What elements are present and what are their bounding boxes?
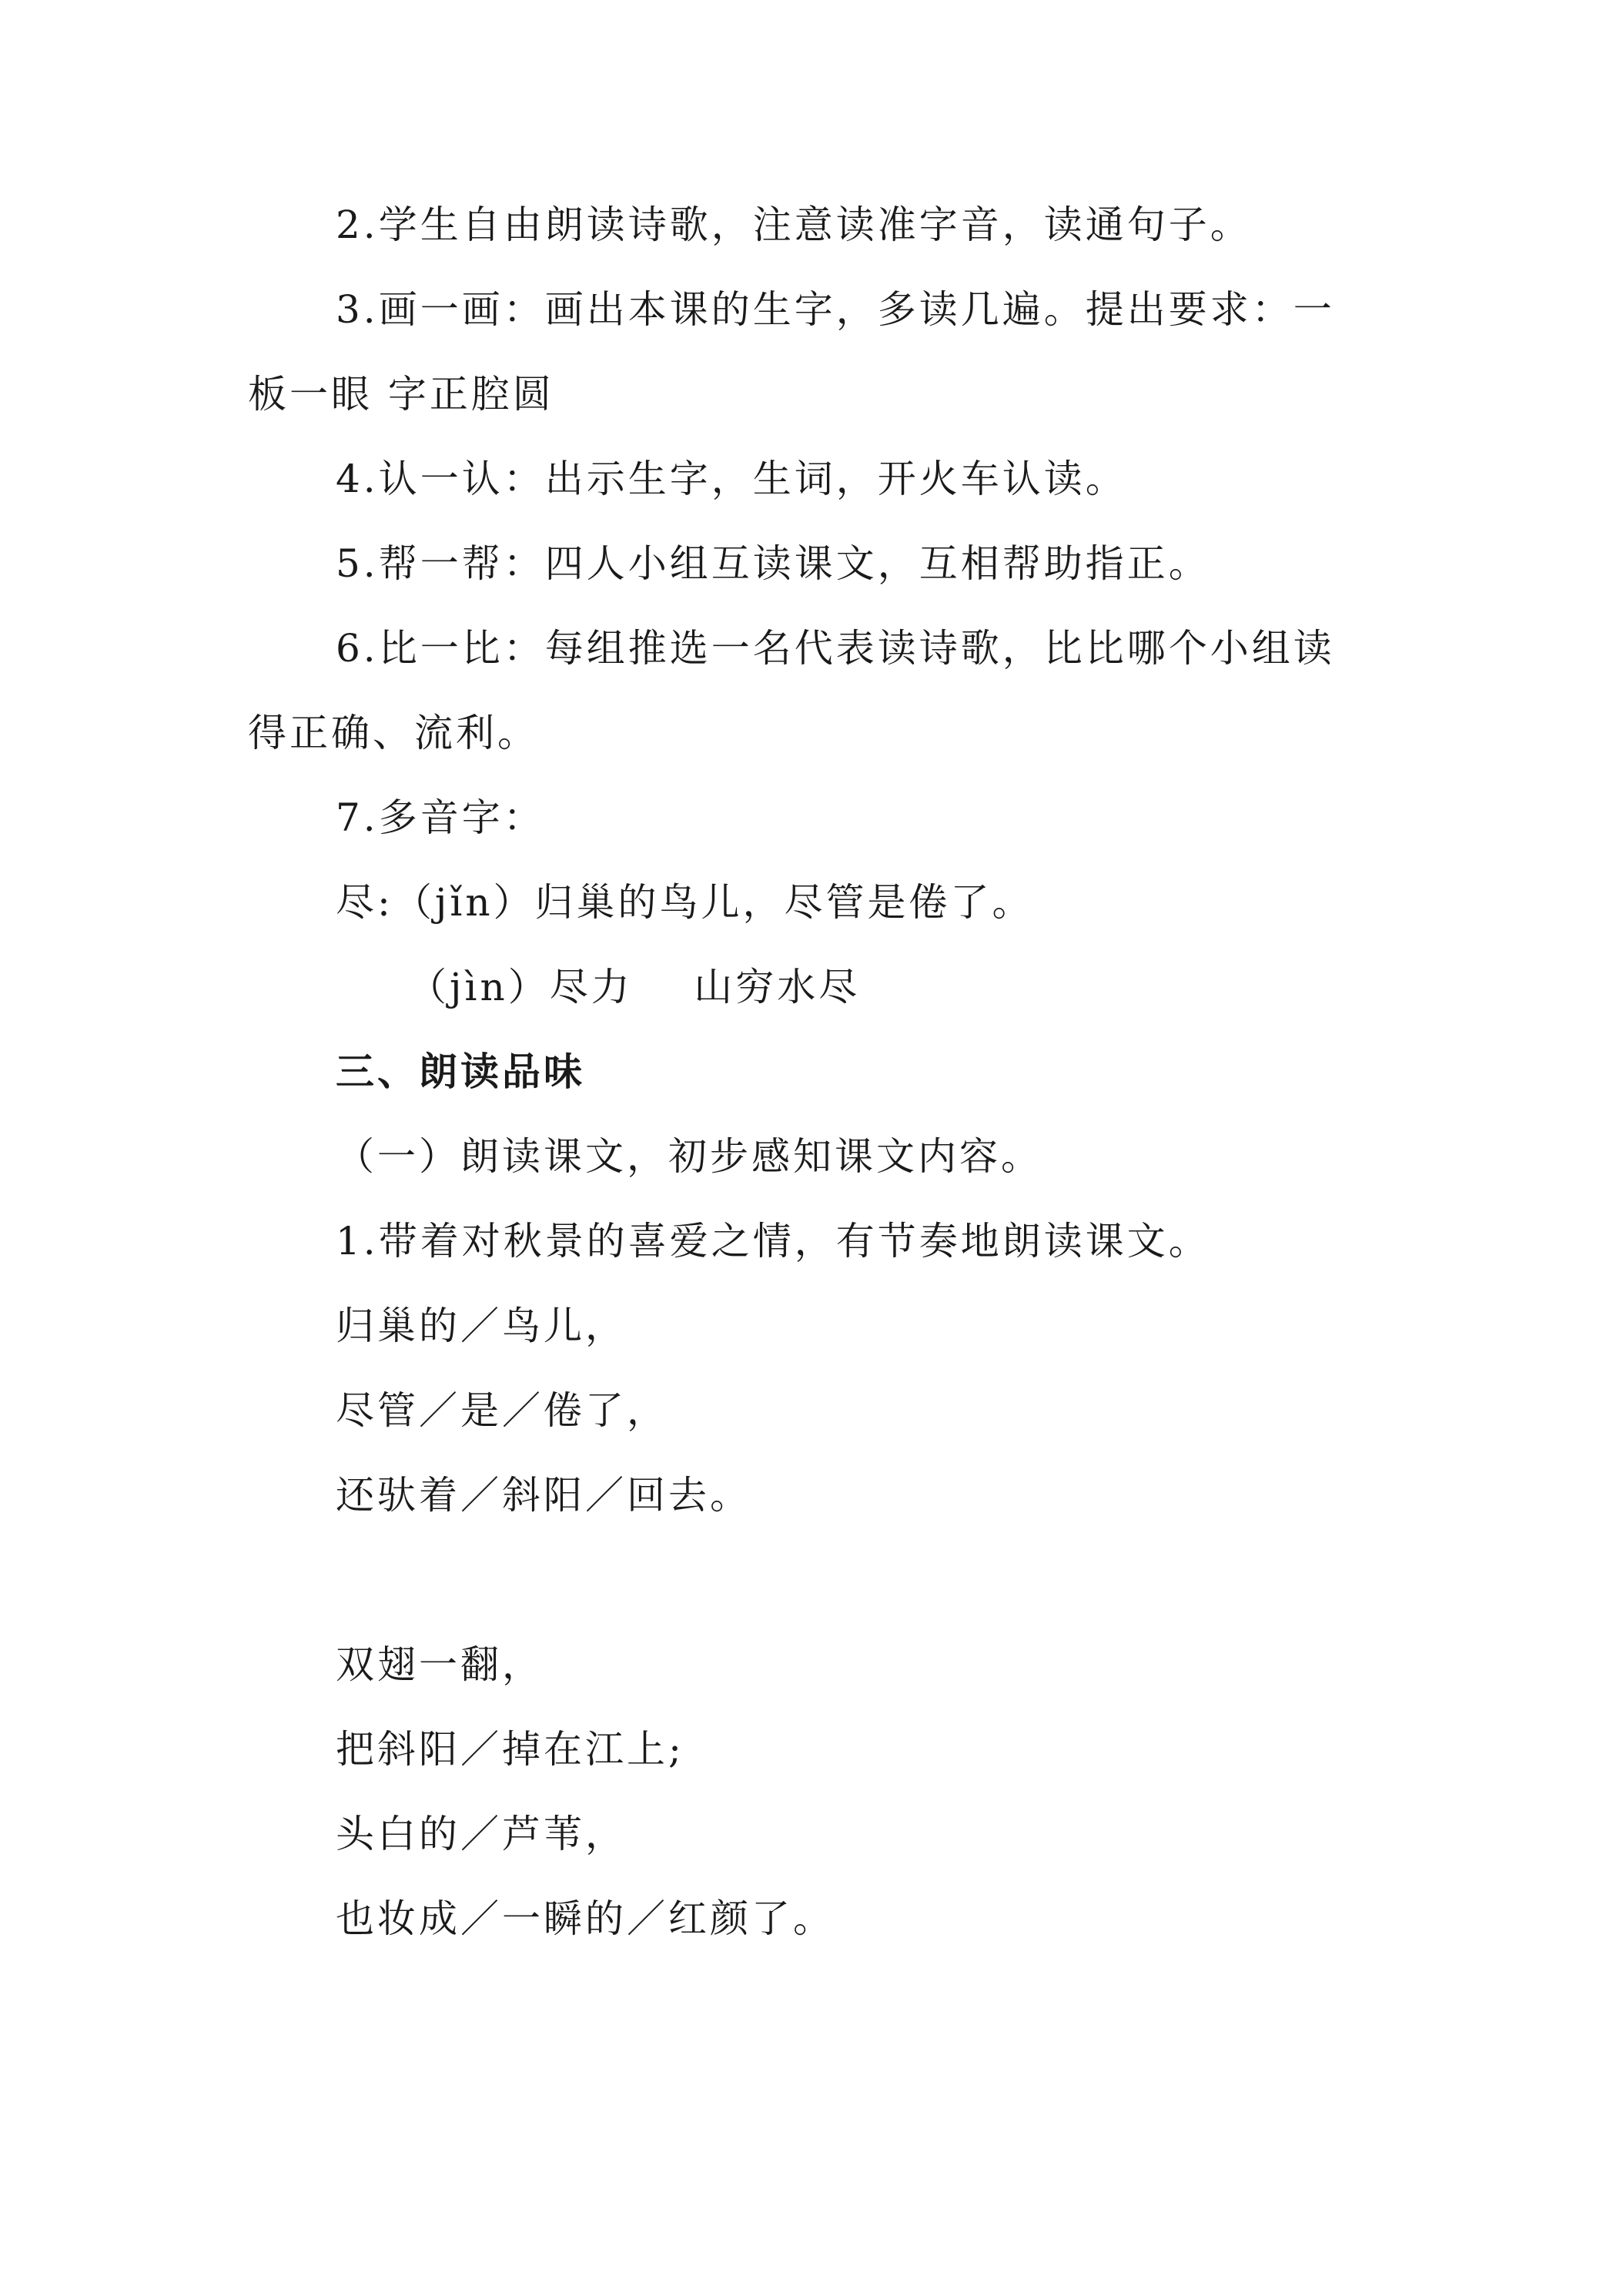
step-6-text: 6.比一比：每组推选一名代表读诗歌，比比哪个小组读 (336, 626, 1335, 671)
poem-line: 也妆成／一瞬的／红颜了。 (336, 1896, 835, 1941)
polyphonic-jin3-line: 尽:（jǐn）归巢的鸟儿，尽管是倦了。 (336, 880, 1034, 925)
poem-line: 归巢的／鸟儿， (336, 1304, 627, 1348)
step-4-text: 4.认一认：出示生字，生词，开火车认读。 (336, 457, 1127, 501)
poem-line: 尽管／是／倦了， (336, 1388, 668, 1433)
step-3-text-continued: 板一眼 字正腔圆 (248, 372, 554, 417)
reading-instruction: 1.带着对秋景的喜爱之情，有节奏地朗读课文。 (336, 1219, 1210, 1263)
poem-line: 头白的／芦苇， (336, 1812, 627, 1856)
poem-line: 双翅一翻， (336, 1642, 544, 1687)
section-heading: 三、朗读品味 (336, 1049, 585, 1094)
step-3-text: 3.画一画：画出本课的生字，多读几遍。提出要求：一 (336, 287, 1335, 332)
step-5-text: 5.帮一帮：四人小组互读课文，互相帮助指正。 (336, 541, 1210, 586)
poem-line: 还驮着／斜阳／回去。 (336, 1473, 751, 1518)
poem-line: 把斜阳／掉在江上; (336, 1727, 684, 1772)
step-7-text: 7.多音字： (336, 795, 545, 840)
step-6-text-continued: 得正确、流利。 (248, 711, 539, 755)
subsection-heading: （一）朗读课文，初步感知课文内容。 (336, 1134, 1042, 1179)
polyphonic-jin4-line: （jìn）尽力 山穷水尽 (408, 965, 861, 1009)
step-2-text: 2.学生自由朗读诗歌，注意读准字音，读通句子。 (336, 202, 1252, 247)
